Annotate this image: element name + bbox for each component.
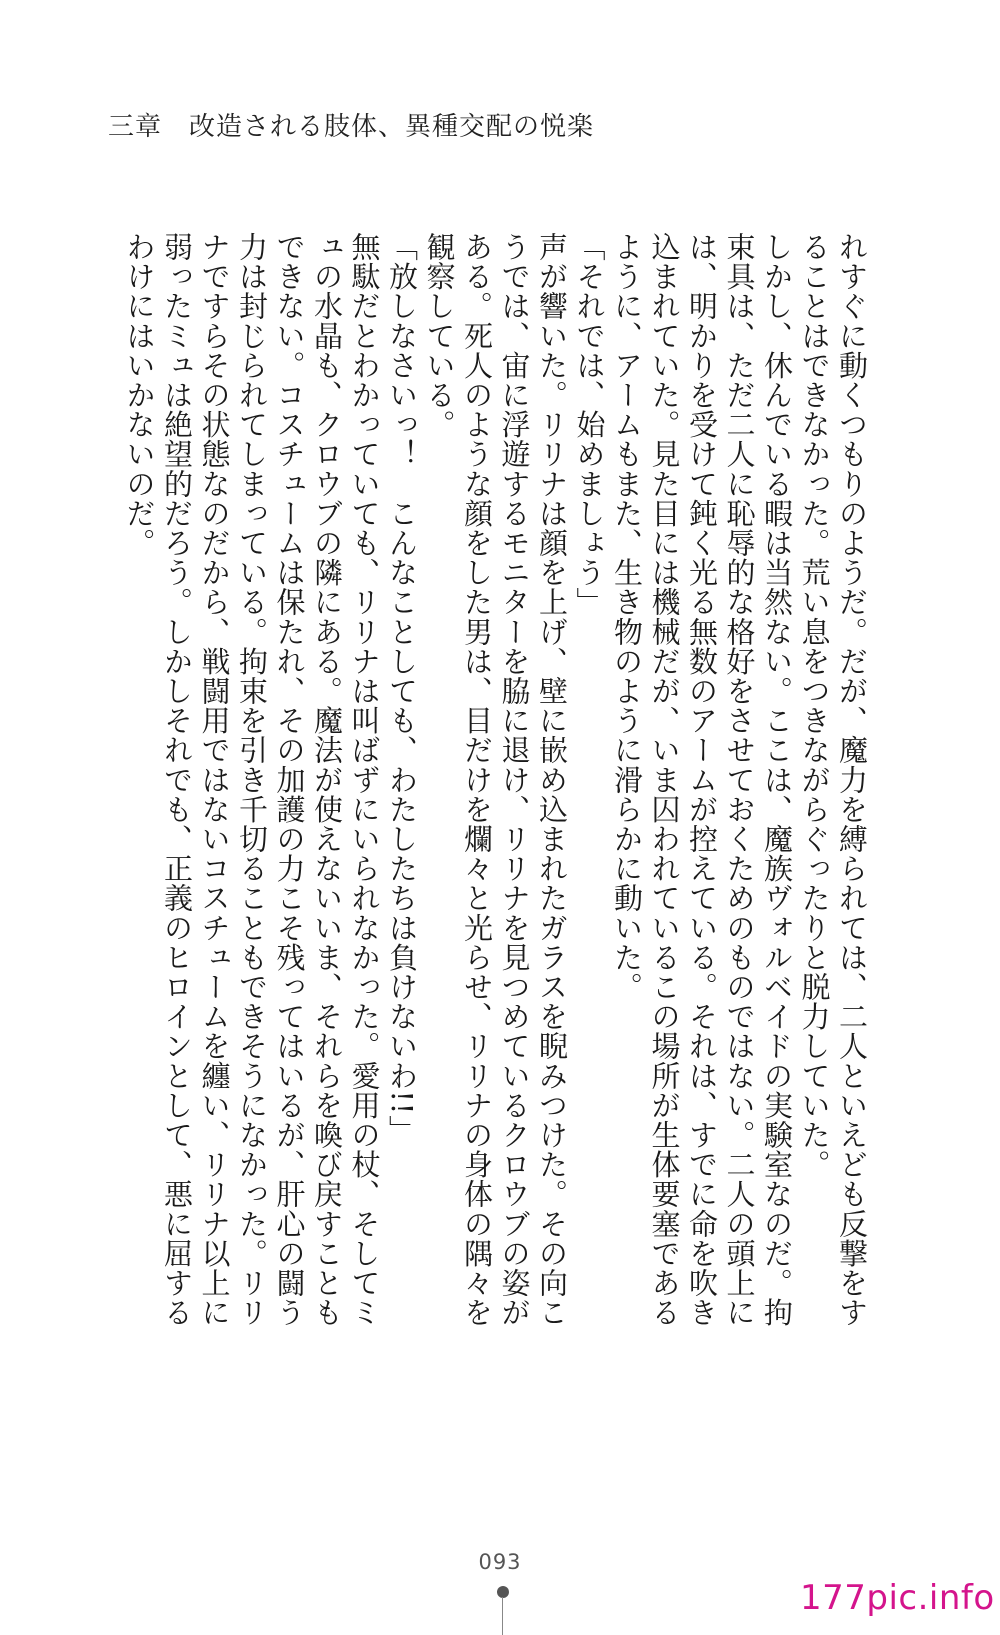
running-head: 三章 改造される肢体、異種交配の悦楽 bbox=[108, 112, 595, 142]
page-marker-dot-icon bbox=[497, 1586, 509, 1598]
paragraph: れすぐに動くつもりのようだ。だが、魔力を縛られては、二人といえども反撃をすることはできなかった。荒い息をつきながらぐったりと脱力していた。 bbox=[797, 232, 869, 1328]
watermark: 177pic.info bbox=[800, 1578, 995, 1618]
paragraph: しかし、休んでいる暇は当然ない。ここは、魔族ヴォルベイドの実験室なのだ。拘束具は、ただ二人に恥辱的な格好をさせておくためのものではない。二人の頭上には、明かりを受けて鈍く光る無数のアームが控えている。それは、すでに命を吹き込まれていた。見た目には機械だが、いま囚われているこの場所が生体要塞であるように、アームもまた、生き物のように滑らかに動いた。 bbox=[610, 232, 794, 1328]
paragraph: 声が響いた。リリナは顔を上げ、壁に嵌め込まれたガラスを睨みつけた。その向こうでは、宙に浮遊するモニターを脇に退け、リリナを見つめているクロウブの姿がある。死人のような顔をした男は、目だけを爛々と光らせ、リリナの身体の隅々を観察している。 bbox=[422, 232, 569, 1328]
page-number: 093 bbox=[478, 1550, 522, 1574]
page-marker-line bbox=[502, 1597, 503, 1635]
paragraph: 無駄だとわかっていても、リリナは叫ばずにいられなかった。愛用の杖、そしてミュの水晶も、クロウブの隣にある。魔法が使えないいま、それらを喚び戻すこともできない。コスチュームは保たれ、その加護の力こそ残ってはいるが、肝心の闘う力は封じられてしまっている。拘束を引き千切ることもできそうになかった。リリナですらその状態なのだから、戦闘用ではないコスチュームを纏い、リリナ以上に弱ったミュは絶望的だろう。しかしそれでも、正義のヒロインとして、悪に屈するわけにはいかないのだ。 bbox=[122, 232, 382, 1328]
paragraph: 「それでは、始めましょう」 bbox=[572, 232, 607, 617]
paragraph: 「放しなさいっ！ こんなことしても、わたしたちは負けないわ!!」 bbox=[385, 232, 419, 1145]
body-text bbox=[105, 232, 870, 1352]
